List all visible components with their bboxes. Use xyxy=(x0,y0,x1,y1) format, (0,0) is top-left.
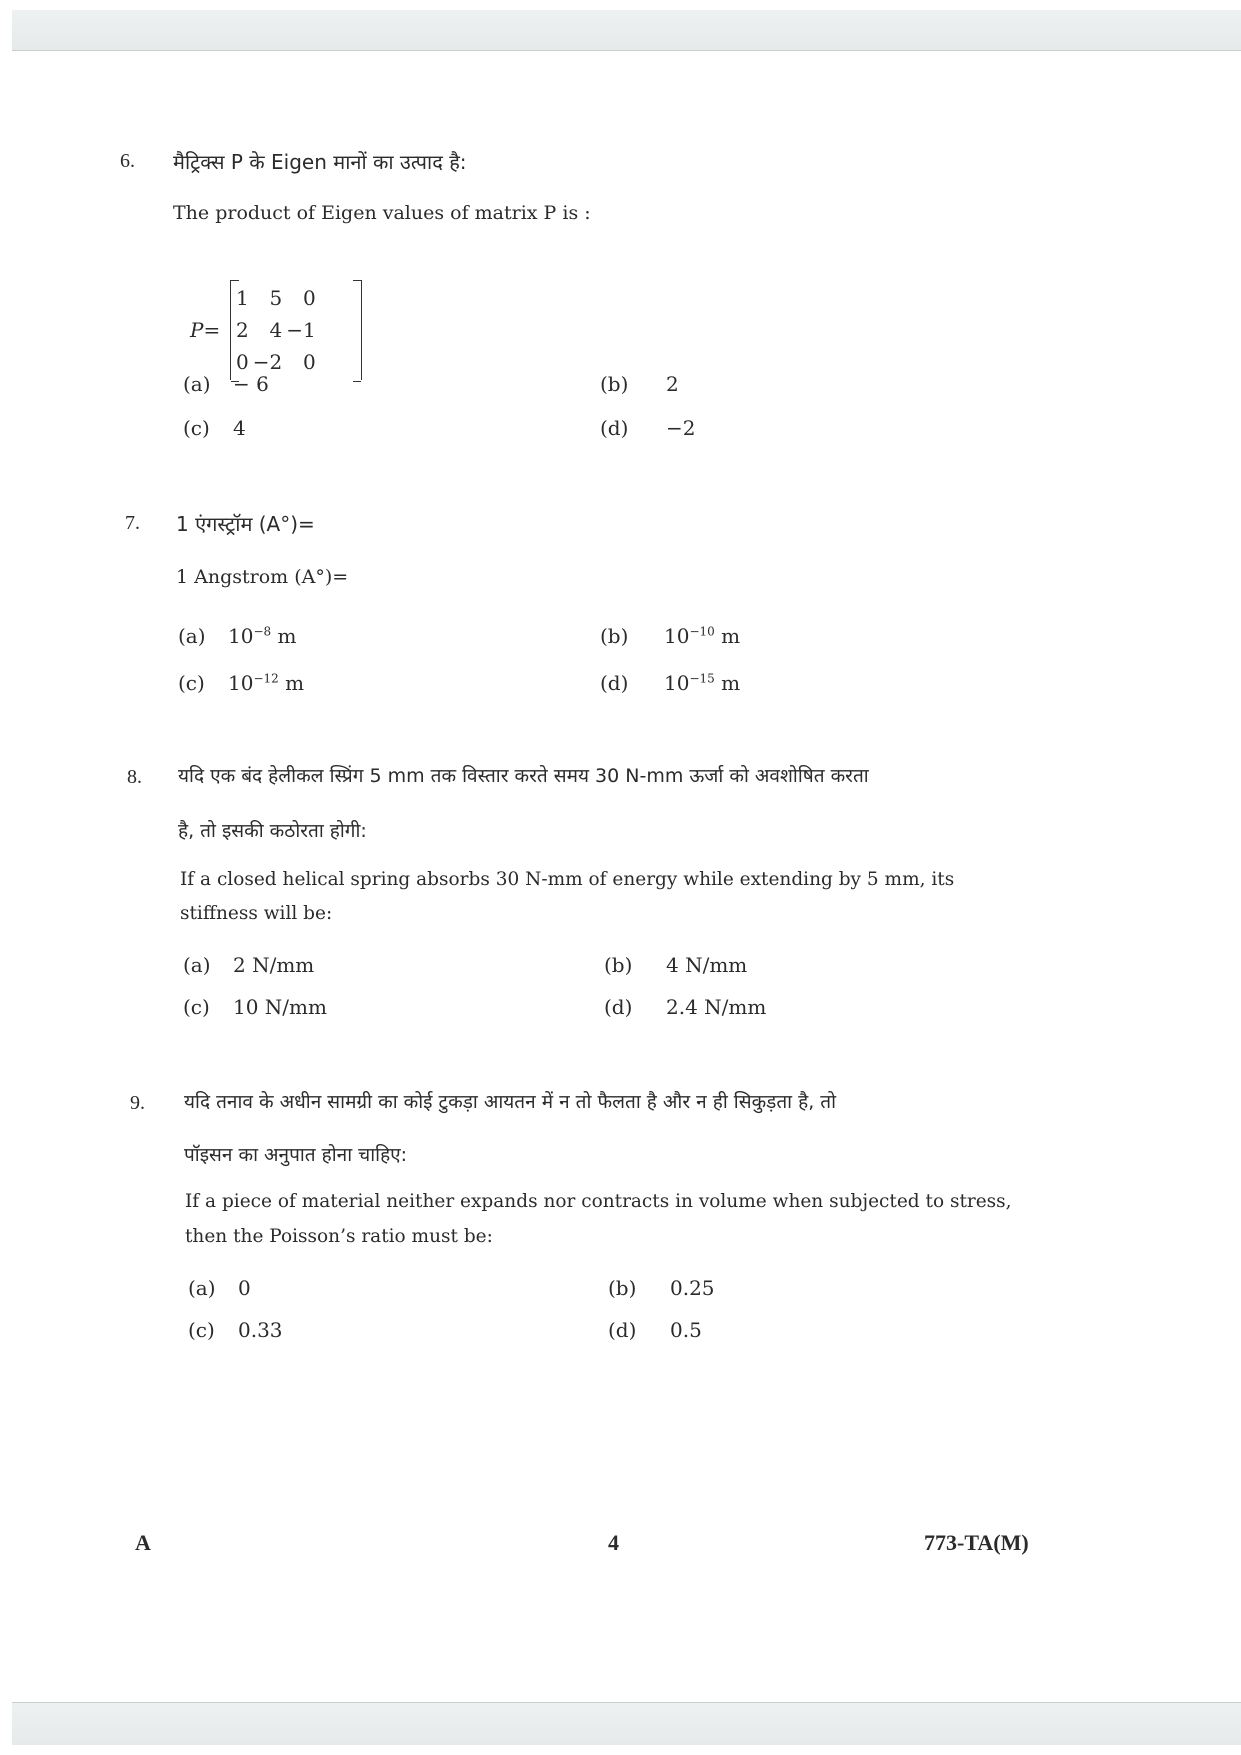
option-exponent: −8 xyxy=(253,624,272,639)
option-unit: m xyxy=(714,624,741,648)
question-text-english-line-2: stiffness will be: xyxy=(180,903,333,924)
option-c xyxy=(183,995,327,1019)
option-a xyxy=(183,372,269,396)
question-text-english-line-1: If a closed helical spring absorbs 30 N-mm of energy while extending by 5 mm, its xyxy=(180,869,955,890)
option-value: 0.25 xyxy=(670,1276,715,1300)
option-value: 4 N/mm xyxy=(666,953,748,977)
option-base: 10 xyxy=(664,624,690,648)
matrix-cell: 0 xyxy=(302,350,316,374)
question-text-english-line-2: then the Poisson’s ratio must be: xyxy=(185,1226,493,1247)
option-b xyxy=(600,372,679,396)
option-label: (c) xyxy=(188,1318,215,1342)
question-text-hindi-line-1: यदि एक बंद हेलीकल स्प्रिंग 5 mm तक विस्तार करते समय 30 N-mm ऊर्जा को अवशोषित करता xyxy=(178,765,869,787)
scan-edge-bottom xyxy=(12,1702,1241,1745)
option-value: 0.5 xyxy=(670,1318,702,1342)
option-d xyxy=(600,416,695,440)
option-exponent: −15 xyxy=(689,671,715,686)
matrix-cell: 1 xyxy=(236,286,249,310)
option-label: (a) xyxy=(188,1276,216,1300)
option-unit: m xyxy=(714,671,741,695)
option-a xyxy=(178,624,296,648)
matrix-label: P= xyxy=(190,318,221,342)
option-label: (c) xyxy=(178,671,205,695)
matrix-cell: 0 xyxy=(302,286,316,310)
option-unit: m xyxy=(271,624,297,648)
option-label: (c) xyxy=(183,995,210,1019)
option-value: −2 xyxy=(666,416,696,440)
option-value: 0 xyxy=(238,1276,251,1300)
option-exponent: −10 xyxy=(689,624,715,639)
matrix-cell: 2 xyxy=(236,318,249,342)
option-c xyxy=(178,671,304,695)
option-value: 0.33 xyxy=(238,1318,283,1342)
option-label: (a) xyxy=(183,372,211,396)
option-value: 4 xyxy=(233,416,246,440)
question-text-hindi-line-2: पॉइसन का अनुपात होना चाहिए: xyxy=(184,1144,408,1166)
option-base: 10 xyxy=(664,671,690,695)
option-d xyxy=(604,995,766,1019)
option-b xyxy=(604,953,747,977)
option-d xyxy=(608,1318,702,1342)
option-b xyxy=(608,1276,715,1300)
option-value: − 6 xyxy=(233,372,269,396)
matrix-table xyxy=(236,282,320,378)
question-number: 7. xyxy=(125,512,140,534)
option-label: (d) xyxy=(600,416,629,440)
option-value: 2 N/mm xyxy=(233,953,315,977)
option-label: (d) xyxy=(604,995,633,1019)
option-label: (d) xyxy=(608,1318,637,1342)
option-label: (a) xyxy=(183,953,211,977)
footer-page-number: 4 xyxy=(608,1530,619,1555)
matrix-cell: 4 xyxy=(269,318,283,342)
question-number: 6. xyxy=(120,150,135,172)
option-label: (b) xyxy=(600,372,629,396)
matrix-cell: 0 xyxy=(236,350,249,374)
question-text-hindi-line-1: यदि तनाव के अधीन सामग्री का कोई टुकड़ा आयतन में न तो फैलता है और न ही सिकुड़ता है, तो xyxy=(184,1091,837,1113)
question-text-hindi: 1 एंगस्ट्रॉम (A°)= xyxy=(176,512,315,536)
question-text-english: 1 Angstrom (A°)= xyxy=(176,566,349,588)
option-unit: m xyxy=(278,671,305,695)
option-label: (b) xyxy=(600,624,629,648)
option-label: (b) xyxy=(608,1276,637,1300)
option-a xyxy=(188,1276,251,1300)
footer-series: A xyxy=(135,1530,151,1555)
question-text-hindi-line-2: है, तो इसकी कठोरता होगी: xyxy=(178,820,367,842)
matrix-cell: −2 xyxy=(252,350,283,374)
option-base: 10 xyxy=(228,671,254,695)
scan-edge-top xyxy=(12,10,1241,51)
footer-paper-code: 773-TA(M) xyxy=(924,1530,1029,1555)
option-value: 2 xyxy=(666,372,679,396)
option-value: 10 N/mm xyxy=(233,995,327,1019)
option-a xyxy=(183,953,314,977)
question-number: 9. xyxy=(130,1092,145,1114)
option-value: 2.4 N/mm xyxy=(666,995,767,1019)
matrix-cell: 5 xyxy=(269,286,283,310)
question-number: 8. xyxy=(127,766,142,788)
option-label: (a) xyxy=(178,624,206,648)
option-label: (c) xyxy=(183,416,210,440)
option-base: 10 xyxy=(228,624,254,648)
option-label: (d) xyxy=(600,671,629,695)
question-text-english-line-1: If a piece of material neither expands nor contracts in volume when subjected to stress, xyxy=(185,1191,1012,1212)
question-text-english: The product of Eigen values of matrix P is : xyxy=(173,202,591,224)
question-text-hindi: मैट्रिक्स P के Eigen मानों का उत्पाद है: xyxy=(173,150,467,174)
option-b xyxy=(600,624,740,648)
option-exponent: −12 xyxy=(253,671,279,686)
option-d xyxy=(600,671,740,695)
matrix-cell: −1 xyxy=(286,318,316,342)
option-c xyxy=(183,416,246,440)
option-c xyxy=(188,1318,283,1342)
option-label: (b) xyxy=(604,953,633,977)
